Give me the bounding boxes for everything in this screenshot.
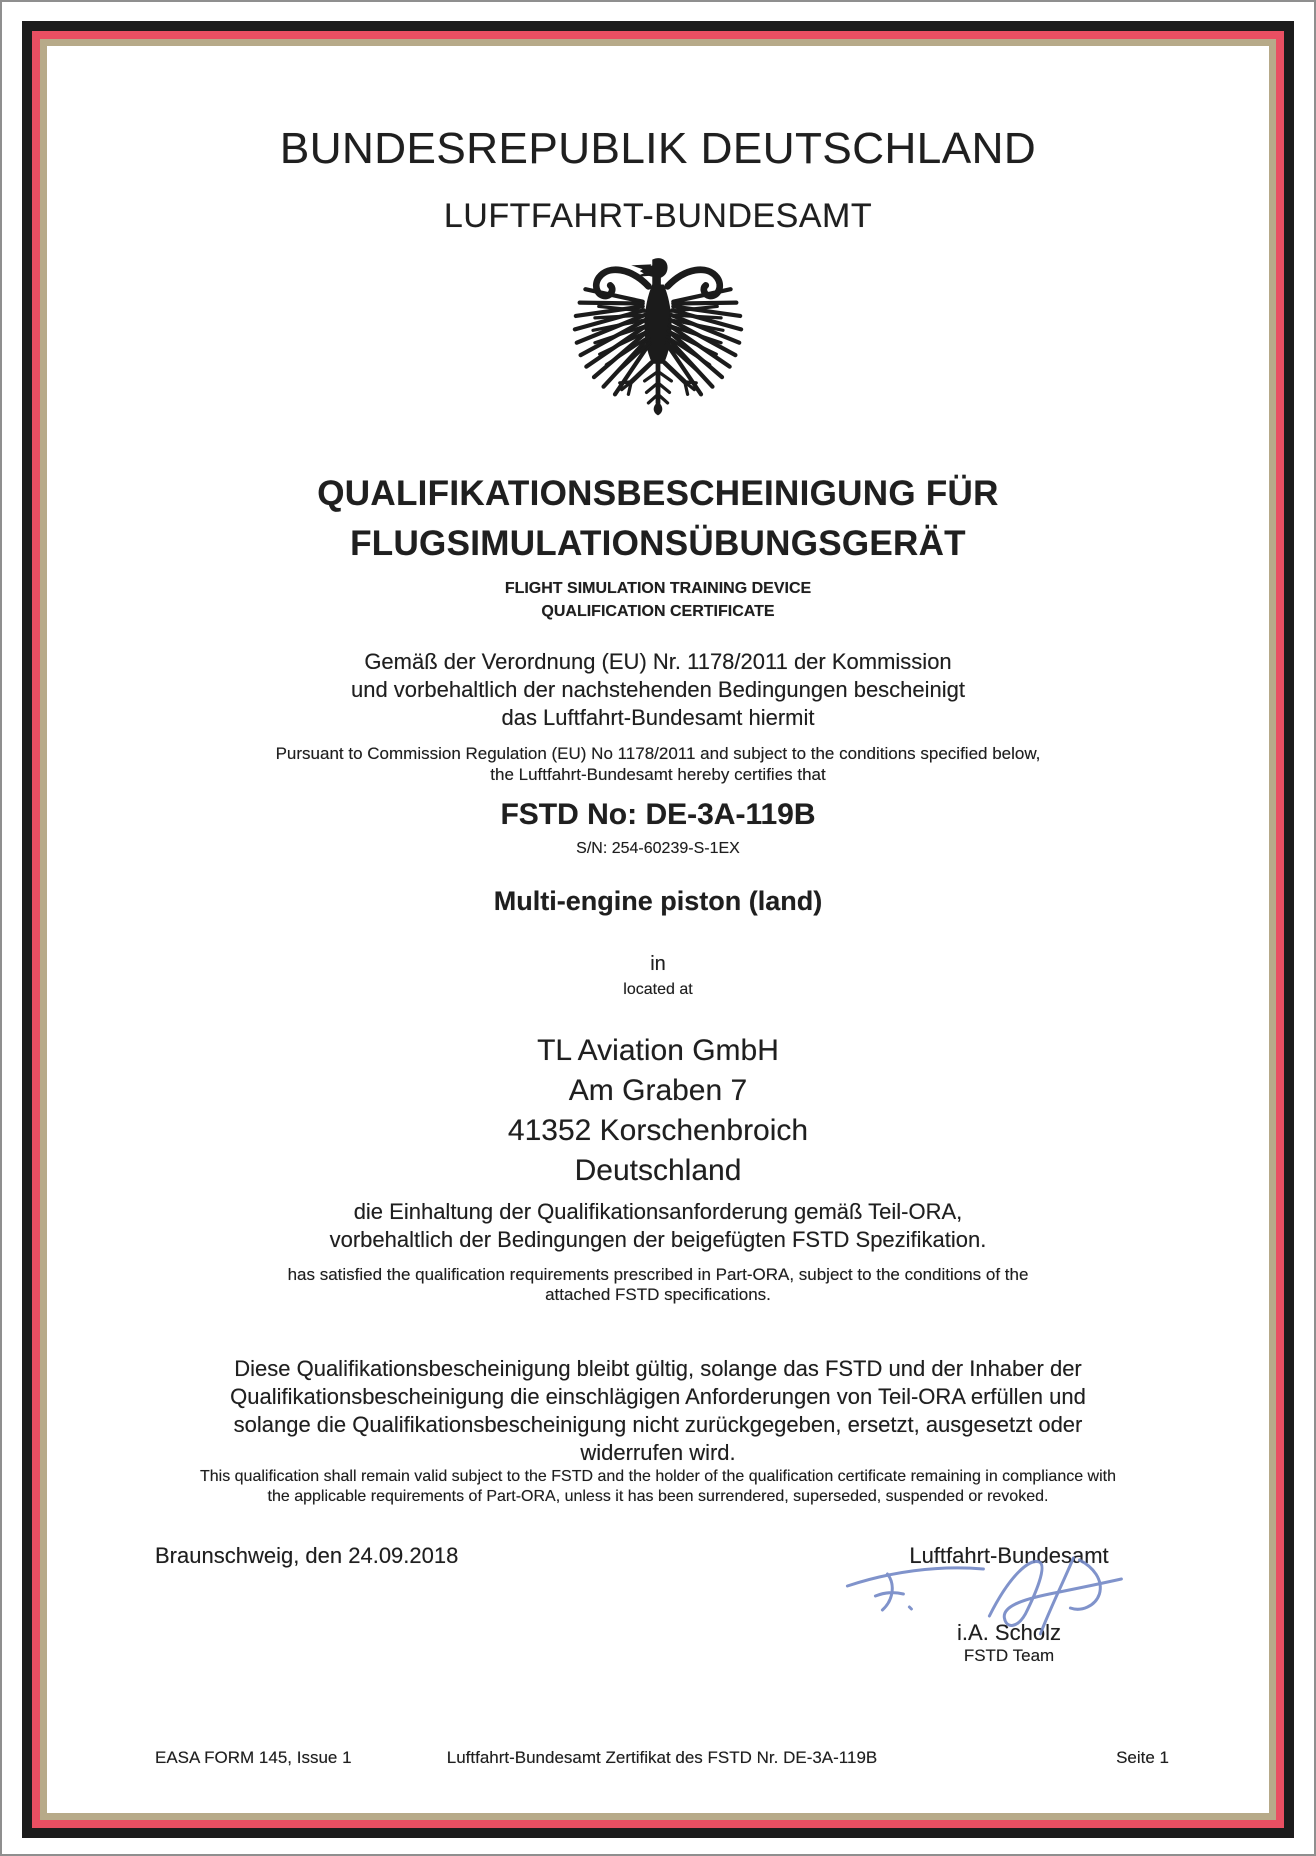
satisfaction-english	[47, 1265, 1269, 1305]
signer-name: i.A. Scholz	[957, 1620, 1061, 1645]
validity-en-line: the applicable requirements of Part-ORA, unless it has been surrendered, superseded, suspended or revoked.	[267, 1488, 1049, 1505]
title-en-line: FLIGHT SIMULATION TRAINING DEVICE	[504, 580, 812, 597]
frame-middle-red	[32, 31, 1284, 1828]
frame-inner-tan	[40, 39, 1276, 1820]
validity-de-line: widerrufen wird.	[580, 1440, 736, 1465]
footer-form-number: EASA FORM 145, Issue 1	[155, 1748, 352, 1767]
located-at-english: located at	[623, 981, 693, 998]
validity-german	[47, 1355, 1269, 1467]
footer-reference: Luftfahrt-Bundesamt Zertifikat des FSTD Nr. DE-3A-119B	[446, 1748, 878, 1767]
preamble-en-line: the Luftfahrt-Bundesamt hereby certifies that	[490, 765, 826, 784]
signing-section	[47, 1542, 1269, 1666]
signing-authority: Luftfahrt-Bundesamt	[909, 1543, 1109, 1568]
certificate-title-english	[47, 577, 1269, 623]
certificate-title-german	[47, 469, 1269, 569]
frame-outer-black	[22, 21, 1294, 1838]
address-line: Am Graben 7	[568, 1074, 748, 1107]
title-de-line: QUALIFIKATIONSBESCHEINIGUNG FÜR	[317, 474, 999, 513]
address-line: Deutschland	[574, 1154, 742, 1187]
preamble-de-line: das Luftfahrt-Bundesamt hiermit	[501, 705, 815, 730]
address-line: 41352 Korschenbroich	[507, 1114, 809, 1147]
preamble-de-line: Gemäß der Verordnung (EU) Nr. 1178/2011 der Kommission	[364, 649, 952, 674]
country-title: BUNDESREPUBLIK DEUTSCHLAND	[279, 124, 1037, 173]
validity-en-line: This qualification shall remain valid subject to the FSTD and the holder of the qualification certificate remaining in compliance with	[199, 1468, 1117, 1485]
fstd-number: FSTD No: DE-3A-119B	[500, 798, 816, 831]
preamble-german	[47, 648, 1269, 732]
located-in-german: in	[650, 953, 666, 975]
validity-de-line: solange die Qualifikationsbescheinigung nicht zurückgegeben, ersetzt, ausgesetzt oder	[233, 1412, 1083, 1437]
footer-row	[47, 1748, 1269, 1768]
place-and-date: Braunschweig, den 24.09.2018	[155, 1543, 459, 1568]
signer-unit: FSTD Team	[963, 1646, 1055, 1665]
title-de-line: FLUGSIMULATIONSÜBUNGSGERÄT	[350, 524, 966, 563]
footer-page-number: Seite 1	[1116, 1748, 1169, 1767]
operator-address	[47, 1031, 1269, 1191]
signature-block	[869, 1542, 1149, 1666]
validity-de-line: Qualifikationsbescheinigung die einschlägigen Anforderungen von Teil-ORA erfüllen und	[230, 1384, 1086, 1409]
title-en-line: QUALIFICATION CERTIFICATE	[541, 603, 775, 620]
serial-number: S/N: 254-60239-S-1EX	[576, 840, 740, 857]
satisfaction-en-line: has satisfied the qualification requirements prescribed in Part-ORA, subject to the conditions of the	[287, 1265, 1029, 1284]
authority-title: LUFTFAHRT-BUNDESAMT	[443, 197, 873, 235]
preamble-english	[47, 743, 1269, 785]
validity-de-line: Diese Qualifikationsbescheinigung bleibt gültig, solange das FSTD und der Inhaber der	[234, 1356, 1082, 1381]
satisfaction-en-line: attached FSTD specifications.	[545, 1285, 771, 1304]
device-type: Multi-engine piston (land)	[493, 886, 823, 916]
satisfaction-de-line: die Einhaltung der Qualifikationsanforderung gemäß Teil-ORA,	[353, 1199, 963, 1224]
preamble-en-line: Pursuant to Commission Regulation (EU) No 1178/2011 and subject to the conditions specified below,	[275, 744, 1041, 763]
preamble-de-line: und vorbehaltlich der nachstehenden Bedingungen bescheinigt	[350, 677, 966, 702]
bundesadler-eagle-icon	[47, 254, 1269, 420]
satisfaction-german	[47, 1198, 1269, 1254]
certificate-content	[47, 46, 1269, 1813]
satisfaction-de-line: vorbehaltlich der Bedingungen der beigefügten FSTD Spezifikation.	[329, 1227, 987, 1252]
validity-english	[47, 1467, 1269, 1507]
address-line: TL Aviation GmbH	[537, 1034, 779, 1067]
